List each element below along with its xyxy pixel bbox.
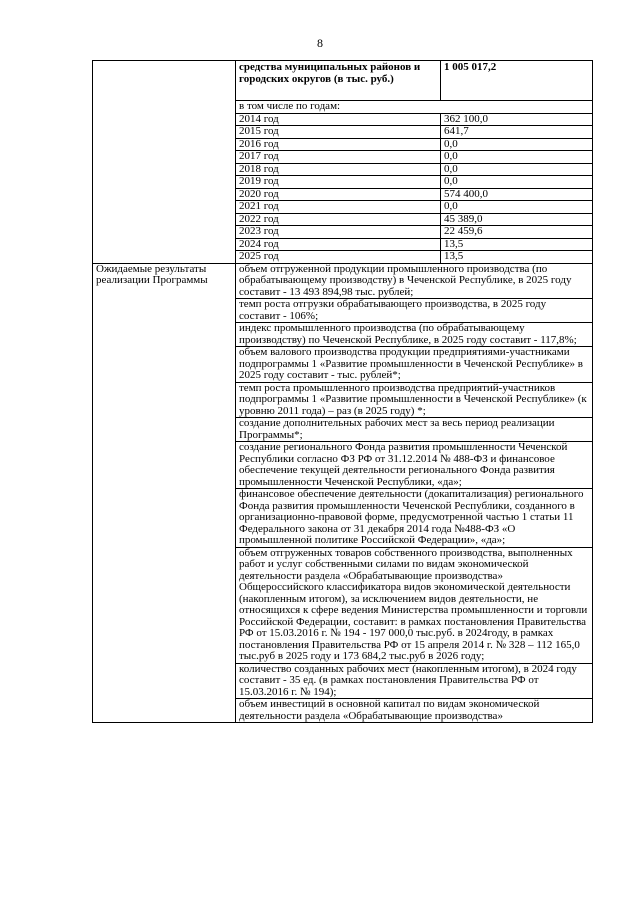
year-value: 641,7 <box>441 126 593 139</box>
year-label: 2020 год <box>236 188 441 201</box>
year-label: 2018 год <box>236 163 441 176</box>
results-label: Ожидаемые результаты реализации Программы <box>93 263 236 723</box>
year-label: 2016 год <box>236 138 441 151</box>
result-row <box>93 263 593 299</box>
result-item: индекс промышленного производства (по обрабатывающему производству) по Чеченской Республике, в 2025 году составит - 117,8%; <box>236 323 593 347</box>
year-label: 2017 год <box>236 151 441 164</box>
year-label: 2014 год <box>236 113 441 126</box>
funding-source-label: средства муниципальных районов и городских округов (в тыс. руб.) <box>236 61 441 101</box>
result-item: объем валового производства продукции предприятиями-участниками подпрограммы 1 «Развитие промышленности в Чеченской Республике» в 2025 году составит - тыс. рублей*; <box>236 347 593 383</box>
empty-label-cell <box>93 61 236 264</box>
result-item: темп роста отгрузки обрабатывающего производства, в 2025 году составит - 106%; <box>236 299 593 323</box>
by-years-label: в том числе по годам: <box>236 101 593 114</box>
result-item: темп роста промышленного производства предприятий-участников подпрограммы 1 «Развитие промышленности в Чеченской Республике» (к уровню 2011 года) – раз (в 2025 году) *; <box>236 382 593 418</box>
year-label: 2023 год <box>236 226 441 239</box>
result-item: количество созданных рабочих мест (накопленным итогом), в 2024 году составит - 35 ед. (в рамках постановления Правительства РФ от 15.03.2016 г. № 194); <box>236 663 593 699</box>
program-passport-table <box>92 60 593 723</box>
year-value: 13,5 <box>441 238 593 251</box>
result-item: объем отгруженных товаров собственного производства, выполненных работ и услуг собственными силами по видам экономической деятельности раздела «Обрабатывающие производства» Общероссийского классификатора видов экономической деятельности (накопленным итогом), за исключением видов деятельности, не относящихся к сфере ведения Министерства промышленности и торговли Российской Федерации, составит: в рамках постановления Правительства РФ от 15.03.2016 г. № 194 - 197 000,0 тыс.руб. в 2024году, в рамках постановления Правительства РФ от 15 апреля 2014 г. № 328 – 112 165,0 тыс.руб в 2025 году и 173 684,2 тыс.руб в 2026 году; <box>236 547 593 663</box>
result-item: создание дополнительных рабочих мест за весь период реализации Программы*; <box>236 418 593 442</box>
year-label: 2015 год <box>236 126 441 139</box>
year-value: 0,0 <box>441 138 593 151</box>
year-value: 45 389,0 <box>441 213 593 226</box>
result-item: объем инвестиций в основной капитал по видам экономической деятельности раздела «Обрабатывающие производства» <box>236 699 593 723</box>
year-value: 362 100,0 <box>441 113 593 126</box>
funding-total-value: 1 005 017,2 <box>441 61 593 101</box>
year-value: 22 459,6 <box>441 226 593 239</box>
year-value: 0,0 <box>441 163 593 176</box>
result-item: финансовое обеспечение деятельности (докапитализация) регионального Фонда развития промышленности Чеченской Республики, созданного в организационно-правовой форме, предусмотренной частью 1 статьи 11 Федерального закона от 31 декабря 2014 года №488-ФЗ «О промышленной политике Российской Федерации», «да»; <box>236 489 593 548</box>
result-item: создание регионального Фонда развития промышленности Чеченской Республики согласно ФЗ РФ от 31.12.2014 № 488-ФЗ и финансовое обеспечение текущей деятельности регионального Фонда развития промышленности Чеченской Республики, «да»; <box>236 442 593 489</box>
funding-total-row <box>93 61 593 101</box>
year-value: 574 400,0 <box>441 188 593 201</box>
year-label: 2019 год <box>236 176 441 189</box>
year-value: 0,0 <box>441 176 593 189</box>
year-label: 2024 год <box>236 238 441 251</box>
result-item: объем отгруженной продукции промышленного производства (по обрабатывающему производству) в Чеченской Республике, в 2025 году составит - 13 493 894,98 тыс. рублей; <box>236 263 593 299</box>
year-label: 2021 год <box>236 201 441 214</box>
year-value: 0,0 <box>441 201 593 214</box>
year-value: 0,0 <box>441 151 593 164</box>
page-number: 8 <box>317 36 323 50</box>
year-label: 2025 год <box>236 251 441 264</box>
year-value: 13,5 <box>441 251 593 264</box>
year-label: 2022 год <box>236 213 441 226</box>
